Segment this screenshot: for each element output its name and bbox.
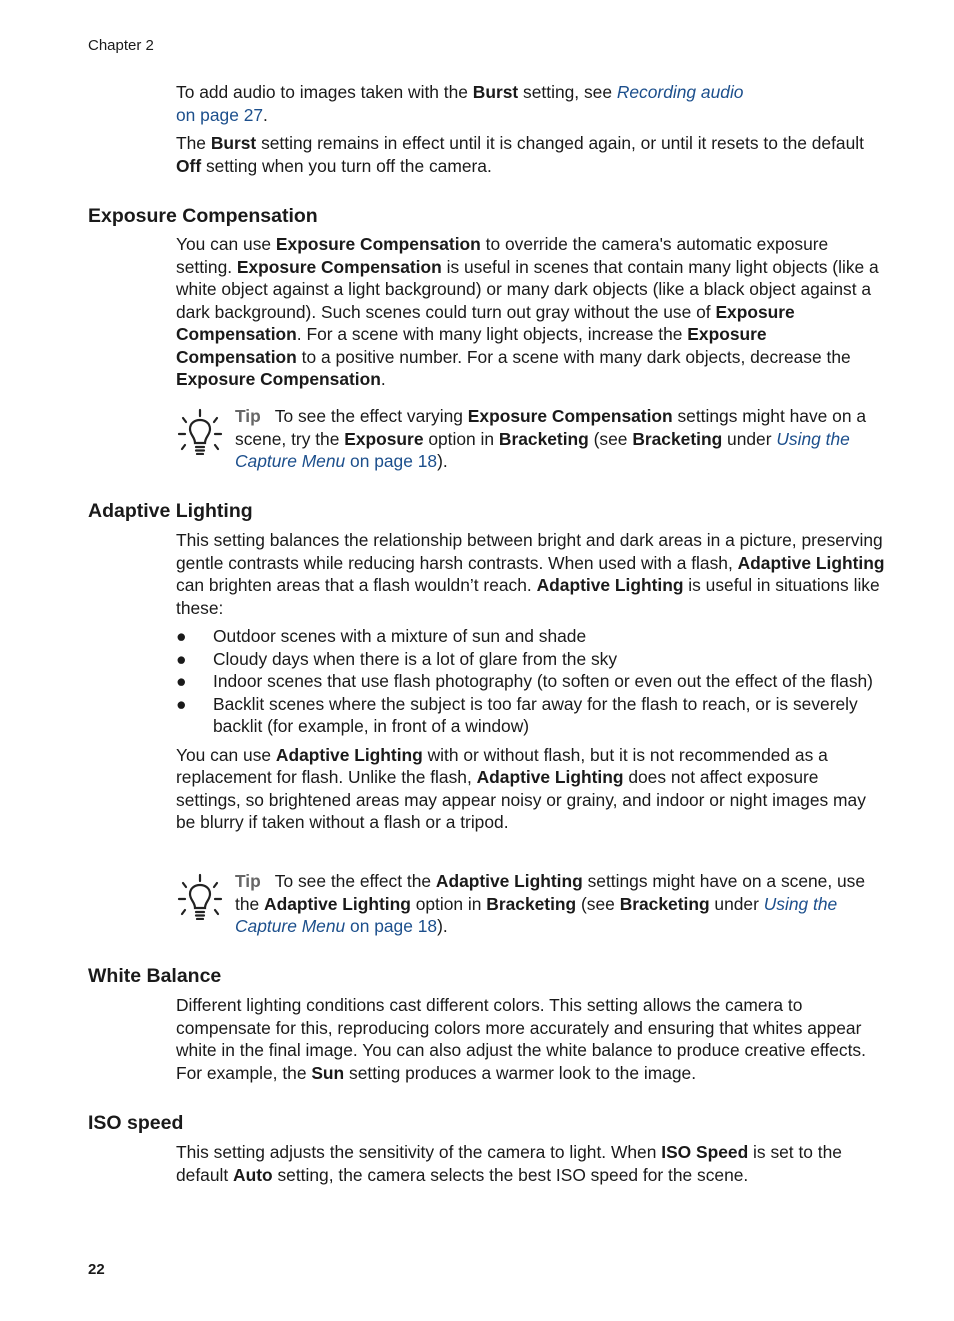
iso-heading: ISO speed	[88, 1112, 184, 1134]
list-item: ● Backlit scenes where the subject is too far away for the flash to reach, or is severely backlit (for example, in front of a window)	[176, 693, 858, 736]
lightbulb-icon	[176, 405, 224, 455]
list-item: ● Cloudy days when there is a lot of glare from the sky	[176, 648, 618, 669]
running-header: Chapter 2	[88, 37, 154, 54]
capture-menu-link[interactable]: Using the Capture Menu on page 18	[235, 893, 838, 936]
list-item: ● Outdoor scenes with a mixture of sun and shade	[176, 626, 587, 646]
white-balance-heading: White Balance	[88, 965, 222, 987]
exposure-tip-text: Tip To see the effect varying Exposure Compensation settings might have on a scene, try the Exposure option in Bracketing (see Bracketing under Using the Capture Menu on page 18).	[235, 406, 866, 471]
capture-menu-link[interactable]: Using the Capture Menu on page 18	[235, 428, 850, 471]
exposure-paragraph: You can use Exposure Compensation to override the camera's automatic exposure setting. Exposure Compensation is useful in scenes that contain many light objects (like a white object against a light background) or many dark objects (like a black object against a dark background). Such scenes could turn out gray without the use of Exposure Compensation. For a scene with many light objects, increase the Exposure Compensation to a positive number. For a scene with many dark objects, decrease the Exposure Compensation.	[176, 234, 879, 389]
list-item: ● Indoor scenes that use flash photography (to soften or even out the effect of the flash)	[176, 671, 873, 691]
exposure-heading: Exposure Compensation	[88, 205, 318, 227]
adaptive-paragraph-1: This setting balances the relationship between bright and dark areas in a picture, preserving gentle contrasts while reducing harsh contrasts. When used with a flash, Adaptive Lighting can brighten areas that a flash wouldn’t reach. Adaptive Lighting is useful in situations like these:	[176, 530, 885, 618]
page-number: 22	[88, 1261, 105, 1278]
adaptive-heading: Adaptive Lighting	[88, 500, 253, 522]
tip-label: Tip	[235, 871, 261, 891]
intro-paragraph-2: The Burst setting remains in effect until it is changed again, or until it resets to the default Off setting when you turn off the camera.	[176, 133, 864, 176]
tip-label: Tip	[235, 406, 261, 426]
adaptive-tip-text: Tip To see the effect the Adaptive Lighting settings might have on a scene, use the Adaptive Lighting option in Bracketing (see Bracketing under Using the Capture Menu on page 18).	[235, 871, 866, 936]
adaptive-paragraph-2: You can use Adaptive Lighting with or without flash, but it is not recommended as a replacement for flash. Unlike the flash, Adaptive Lighting does not affect exposure settings, so brightened areas may appear noisy or grainy, and indoor or night images may be blurry if taken without a flash or a tripod.	[176, 744, 866, 832]
white-balance-paragraph: Different lighting conditions cast different colors. This setting allows the camera to compensate for this, reproducing colors more accurately and ensuring that whites appear white in the final image. You can also adjust the white balance to produce creative effects. For example, the Sun setting produces a warmer look to the image.	[176, 995, 866, 1083]
intro-section	[176, 81, 886, 177]
lightbulb-icon	[176, 870, 224, 920]
recording-audio-link[interactable]: Recording audio on page 27	[176, 82, 744, 125]
iso-paragraph: This setting adjusts the sensitivity of the camera to light. When ISO Speed is set to the default Auto setting, the camera selects the best ISO speed for the scene.	[176, 1142, 842, 1185]
adaptive-bullet-list	[176, 625, 886, 738]
adaptive-section	[176, 529, 886, 834]
intro-paragraph-1: To add audio to images taken with the Burst setting, see Recording audio on page 27.	[176, 82, 744, 125]
